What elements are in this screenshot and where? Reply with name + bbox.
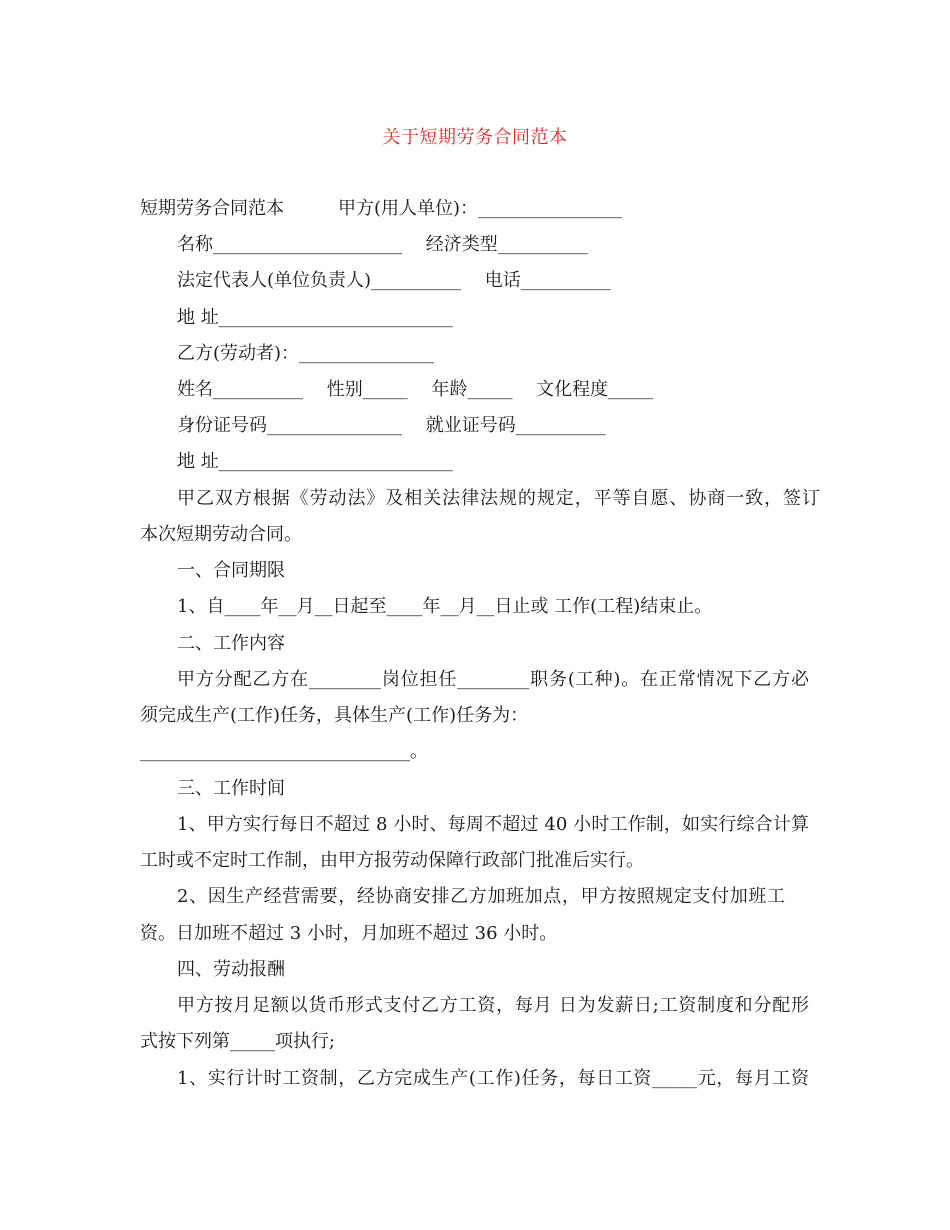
personal-info-line: 姓名__________ 性别_____ 年龄_____ 文化程度_____ (177, 379, 654, 400)
remuneration-item-1: 1、实行计时工资制，乙方完成生产(工作)任务，每日工资_____元，每月工资 (177, 1068, 809, 1089)
section-heading-2: 二、工作内容 (177, 633, 285, 654)
work-content-line: 甲方分配乙方在________岗位担任________职务(工种)。在正常情况下乙方必 (177, 669, 809, 690)
contract-term-line: 1、自____年__月__日起至____年__月__日止或 工作(工程)结束止。 (177, 596, 713, 617)
work-task-blank: ______________________________。 (140, 741, 428, 762)
document-title: 关于短期劳务合同范本 (382, 127, 568, 148)
section-heading-4: 四、劳动报酬 (177, 959, 285, 980)
work-hours-item-1-cont: 工时或不定时工作制，由甲方报劳动保障行政部门批准后实行。 (140, 850, 644, 871)
paragraph-intro: 甲乙双方根据《劳动法》及相关法律法规的规定，平等自愿、协商一致，签订 (177, 488, 820, 509)
remuneration-cont: 式按下列第_____项执行; (140, 1031, 336, 1052)
section-heading-3: 三、工作时间 (177, 778, 285, 799)
id-number-line: 身份证号码_______________ 就业证号码__________ (177, 415, 606, 436)
party-a-line: 短期劳务合同范本 甲方(用人单位)：________________ (140, 198, 623, 219)
name-line: 名称_____________________ 经济类型__________ (177, 234, 588, 255)
work-hours-item-1: 1、甲方实行每日不超过 8 小时、每周不超过 40 小时工作制，如实行综合计算 (177, 814, 809, 835)
paragraph-intro-cont: 本次短期劳动合同。 (140, 524, 302, 545)
legal-rep-line: 法定代表人(单位负责人)__________ 电话__________ (177, 270, 611, 291)
work-hours-item-2-cont: 资。日加班不超过 3 小时，月加班不超过 36 小时。 (140, 923, 558, 944)
address-line-b: 地 址__________________________ (177, 451, 453, 472)
work-hours-item-2: 2、因生产经营需要，经协商安排乙方加班加点，甲方按照规定支付加班工 (177, 886, 785, 907)
section-heading-1: 一、合同期限 (177, 560, 285, 581)
remuneration-line: 甲方按月足额以货币形式支付乙方工资，每月 日为发薪日;工资制度和分配形 (177, 995, 809, 1016)
work-content-cont: 须完成生产(工作)任务，具体生产(工作)任务为： (140, 705, 529, 726)
party-b-line: 乙方(劳动者)：_______________ (177, 343, 435, 364)
address-line-a: 地 址__________________________ (177, 307, 453, 328)
